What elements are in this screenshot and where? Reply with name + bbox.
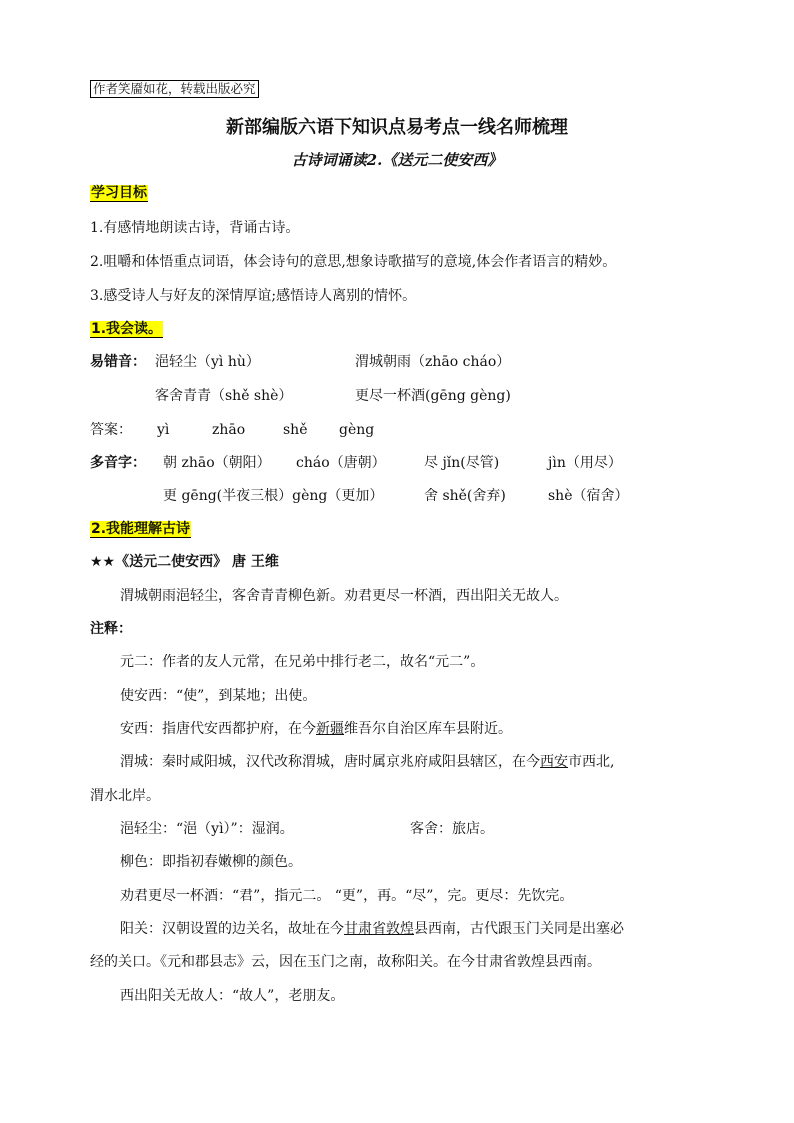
poem-text: 渭城朝雨浥轻尘，客舍青青柳色新。劝君更尽一杯酒，西出阳关无故人。: [120, 588, 568, 604]
polyphone-item: 更 gēng(半夜三根）gèng（更加）: [163, 488, 384, 504]
note-item-continued: 经的关口。《元和郡县志》云，因在玉门之南，故称阳关。在今甘肃省敦煌县西南。: [90, 954, 601, 970]
answer-item: zhāo: [212, 422, 246, 438]
note-text: 县西南，古代跟玉门关同是出塞必: [414, 921, 624, 937]
easy-wrong-item: 浥轻尘（yì hù）: [155, 354, 260, 370]
place-link-xian: 西安: [540, 754, 568, 770]
notes-label: 注释：: [90, 621, 132, 637]
easy-wrong-item: 客舍青青（shě shè）: [155, 388, 293, 404]
polyphone-item: 舍 shě(舍弃): [424, 488, 506, 504]
goal-item: 2.咀嚼和体悟重点词语，体会诗句的意思,想象诗歌描写的意境,体会作者语言的精妙。: [90, 254, 617, 270]
place-link-dunhuang: 敦煌: [386, 921, 414, 937]
polyphone-item: jìn（用尽）: [548, 455, 622, 471]
copyright-notice: 作者笑靥如花，转载出版必究: [90, 80, 259, 98]
note-item-continued: 渭水北岸。: [90, 788, 160, 804]
section1-heading: 1.我会读。: [91, 321, 163, 337]
note-text: 安西：指唐代安西都护府，在今: [120, 721, 316, 737]
note-text: 市西北,: [568, 754, 615, 770]
section2-heading-row: [90, 519, 191, 539]
note-item: [120, 719, 512, 739]
note-item: 劝君更尽一杯酒：“君”，指元二。 “更”，再。“尽”，完。更尽：先饮完。: [120, 888, 574, 904]
goals-heading: 学习目标: [91, 185, 147, 201]
note-item: 元二：作者的友人元常，在兄弟中排行老二，故名“元二”。: [120, 654, 485, 670]
polyphone-item: shè（宿舍）: [548, 488, 629, 504]
easy-wrong-label: 易错音：: [90, 354, 146, 370]
section1-heading-row: [90, 319, 163, 339]
polyphone-item: cháo（唐朝）: [296, 455, 386, 471]
polyphone-item: 朝 zhāo（朝阳）: [163, 455, 271, 471]
note-text: 阳关：汉朝设置的边关名，故址在今: [120, 921, 344, 937]
page-title: 新部编版六语下知识点易考点一线名师梳理: [226, 117, 568, 138]
answer-item: shě: [283, 422, 308, 438]
place-link-gansu: 甘肃省: [344, 921, 386, 937]
note-item: 浥轻尘：“浥（yì）”：湿润。: [120, 821, 294, 837]
note-item: 柳色：即指初春嫩柳的颜色。: [120, 854, 302, 870]
answer-item: gèng: [339, 422, 375, 438]
goals-heading-row: [90, 183, 148, 203]
polyphone-item: 尽 jǐn(尽管): [424, 455, 500, 471]
section2-heading: 2.我能理解古诗: [91, 521, 191, 537]
goal-item: 3.感受诗人与好友的深情厚谊;感悟诗人离别的情怀。: [90, 288, 417, 304]
polyphone-label: 多音字：: [90, 455, 146, 471]
note-text: 维吾尔自治区库车县附近。: [344, 721, 512, 737]
place-link-xinjiang: 新疆: [316, 721, 344, 737]
easy-wrong-item: 渭城朝雨（zhāo cháo）: [355, 354, 511, 370]
note-item: [120, 919, 624, 939]
note-item: [120, 752, 614, 772]
answer-label: 答案：: [90, 422, 132, 438]
goal-item: 1.有感情地朗读古诗，背诵古诗。: [90, 220, 300, 236]
answer-item: yì: [157, 422, 170, 438]
poem-title: ★★《送元二使安西》 唐 王维: [90, 554, 279, 570]
note-item: 客舍：旅店。: [410, 821, 494, 837]
note-item: 西出阳关无故人：“故人”，老朋友。: [120, 988, 345, 1004]
easy-wrong-item: 更尽一杯酒(gēng gèng): [355, 388, 511, 404]
page-subtitle: 古诗词诵读2.《送元二使安西》: [291, 151, 503, 169]
note-text: 渭城：秦时咸阳城，汉代改称渭城，唐时属京兆府咸阳县辖区，在今: [120, 754, 540, 770]
note-item: 使安西：“使”，到某地；出使。: [120, 688, 317, 704]
